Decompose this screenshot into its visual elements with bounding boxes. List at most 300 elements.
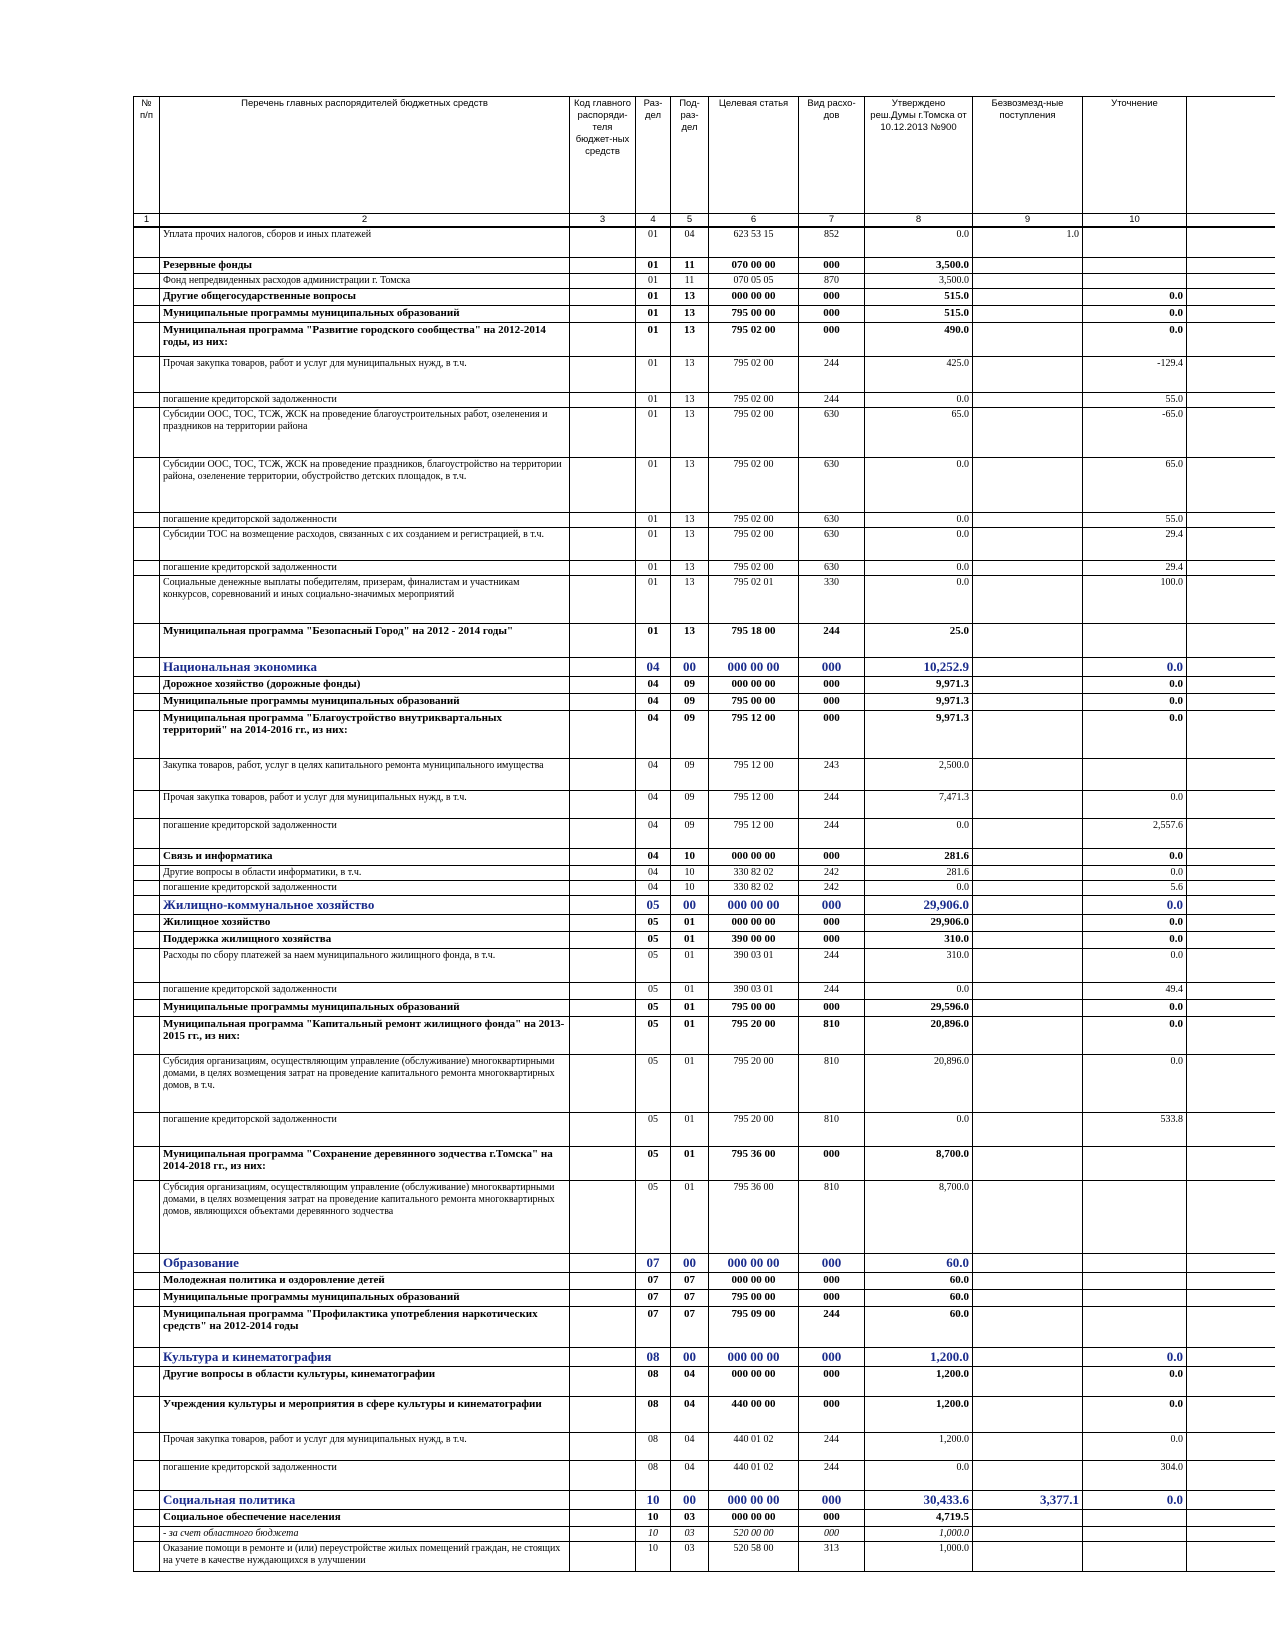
cell-name: Муниципальные программы муниципальных образований [160,693,570,710]
table-row [134,710,1275,758]
cell-utverzhdeno: 515.0 [865,288,973,305]
cell-razdel: 07 [636,1306,671,1347]
cell-name: Субсидия организациям, осуществляющим управление (обслуживание) многоквартирными домами, в целях возмещения затрат на проведение капитального ремонта многоквартирных домов, являющихся объектами деревянного зодчества [160,1180,570,1253]
cell-podrazdel: 01 [671,999,709,1016]
cell-grbs [570,392,636,407]
table-row [134,1180,1275,1253]
col-number: 7 [799,214,865,228]
cell-name: Муниципальная программа "Профилактика употребления наркотических средств" на 2012-2014 годы [160,1306,570,1347]
cell-podrazdel: 13 [671,457,709,512]
cell-extra [1187,457,1275,512]
cell-num [134,273,160,288]
cell-utochnenie: 100.0 [1083,575,1187,623]
cell-vid: 000 [799,257,865,273]
col-number: 10 [1083,214,1187,228]
cell-utverzhdeno: 0.0 [865,1460,973,1490]
cell-razdel: 08 [636,1460,671,1490]
cell-utverzhdeno: 0.0 [865,457,973,512]
cell-utochnenie: 0.0 [1083,693,1187,710]
table-row [134,288,1275,305]
cell-podrazdel: 07 [671,1272,709,1289]
table-row [134,322,1275,356]
cell-utochnenie [1083,758,1187,790]
cell-extra [1187,1272,1275,1289]
cell-razdel: 04 [636,657,671,676]
cell-vid: 000 [799,693,865,710]
table-row [134,1054,1275,1112]
cell-utochnenie [1083,1509,1187,1526]
col-number: 5 [671,214,709,228]
cell-vid: 244 [799,392,865,407]
cell-extra [1187,407,1275,457]
cell-vid: 630 [799,527,865,560]
table-row [134,1541,1275,1571]
cell-celevaya: 795 12 00 [709,758,799,790]
cell-podrazdel: 03 [671,1509,709,1526]
cell-bezvozmezd [973,1272,1083,1289]
cell-num [134,1016,160,1054]
cell-num [134,227,160,257]
cell-vid: 810 [799,1112,865,1146]
cell-podrazdel: 09 [671,693,709,710]
cell-bezvozmezd [973,790,1083,818]
cell-grbs [570,512,636,527]
cell-name: Субсидия организациям, осуществляющим управление (обслуживание) многоквартирными домами, в целях возмещения затрат на проведение капитального ремонта многоквартирных домов, в т.ч. [160,1054,570,1112]
cell-utverzhdeno: 515.0 [865,305,973,322]
cell-num [134,693,160,710]
cell-utochnenie: 0.0 [1083,288,1187,305]
cell-utverzhdeno: 0.0 [865,527,973,560]
cell-grbs [570,914,636,931]
cell-razdel: 08 [636,1432,671,1460]
cell-name: Социальная политика [160,1490,570,1509]
cell-num [134,1490,160,1509]
cell-podrazdel: 13 [671,356,709,392]
cell-bezvozmezd [973,895,1083,914]
cell-num [134,895,160,914]
cell-razdel: 01 [636,288,671,305]
cell-celevaya: 795 02 00 [709,392,799,407]
cell-num [134,999,160,1016]
cell-celevaya: 795 02 01 [709,575,799,623]
cell-utverzhdeno: 25.0 [865,623,973,657]
cell-extra [1187,1112,1275,1146]
cell-celevaya: 795 00 00 [709,693,799,710]
cell-vid: 313 [799,1541,865,1571]
cell-grbs [570,1306,636,1347]
cell-celevaya: 000 00 00 [709,895,799,914]
cell-bezvozmezd [973,257,1083,273]
cell-utochnenie: 304.0 [1083,1460,1187,1490]
cell-utochnenie [1083,1146,1187,1180]
cell-bezvozmezd [973,1306,1083,1347]
cell-utverzhdeno: 0.0 [865,982,973,999]
cell-razdel: 08 [636,1396,671,1432]
cell-grbs [570,457,636,512]
cell-razdel: 10 [636,1541,671,1571]
cell-utochnenie [1083,1180,1187,1253]
cell-bezvozmezd [973,560,1083,575]
cell-grbs [570,1366,636,1396]
cell-celevaya: 795 00 00 [709,305,799,322]
cell-celevaya: 795 09 00 [709,1306,799,1347]
cell-num [134,1432,160,1460]
cell-utochnenie: 0.0 [1083,322,1187,356]
cell-podrazdel: 01 [671,931,709,948]
cell-bezvozmezd [973,575,1083,623]
cell-extra [1187,1016,1275,1054]
cell-num [134,1146,160,1180]
cell-bezvozmezd [973,512,1083,527]
cell-name: Муниципальная программа "Благоустройство внутриквартальных территорий" на 2014-2016 гг., из них: [160,710,570,758]
cell-razdel: 05 [636,982,671,999]
cell-name: Прочая закупка товаров, работ и услуг для муниципальных нужд, в т.ч. [160,356,570,392]
cell-name: Субсидии ТОС на возмещение расходов, связанных с их созданием и регистрацией, в т.ч. [160,527,570,560]
cell-razdel: 10 [636,1509,671,1526]
cell-num [134,305,160,322]
cell-celevaya: 070 05 05 [709,273,799,288]
cell-vid: 870 [799,273,865,288]
cell-razdel: 04 [636,710,671,758]
cell-utochnenie: 55.0 [1083,512,1187,527]
cell-name: Муниципальные программы муниципальных образований [160,999,570,1016]
cell-bezvozmezd [973,1180,1083,1253]
cell-bezvozmezd [973,693,1083,710]
cell-grbs [570,931,636,948]
cell-utverzhdeno: 60.0 [865,1272,973,1289]
cell-utverzhdeno: 9,971.3 [865,676,973,693]
cell-bezvozmezd [973,623,1083,657]
cell-bezvozmezd [973,1146,1083,1180]
cell-razdel: 01 [636,356,671,392]
cell-name: Национальная экономика [160,657,570,676]
cell-bezvozmezd [973,880,1083,895]
cell-vid: 244 [799,1460,865,1490]
cell-name: Прочая закупка товаров, работ и услуг для муниципальных нужд, в т.ч. [160,790,570,818]
cell-vid: 244 [799,356,865,392]
cell-extra [1187,527,1275,560]
cell-podrazdel: 13 [671,527,709,560]
cell-bezvozmezd [973,1016,1083,1054]
table-row [134,865,1275,880]
cell-num [134,931,160,948]
col-header-name: Перечень главных распорядителей бюджетных средств [160,97,570,214]
cell-extra [1187,818,1275,848]
cell-extra [1187,676,1275,693]
cell-num [134,1509,160,1526]
cell-utverzhdeno: 0.0 [865,818,973,848]
cell-vid: 000 [799,1490,865,1509]
cell-extra [1187,273,1275,288]
cell-extra [1187,693,1275,710]
cell-celevaya: 795 20 00 [709,1016,799,1054]
cell-utochnenie [1083,1272,1187,1289]
cell-grbs [570,407,636,457]
cell-bezvozmezd [973,305,1083,322]
table-row [134,227,1275,257]
cell-celevaya: 795 02 00 [709,560,799,575]
cell-utochnenie: 65.0 [1083,457,1187,512]
cell-name: Субсидии ООС, ТОС, ТСЖ, ЖСК на проведение праздников, благоустройство на территории района, озеленение территории, обустройство детских площадок, в т.ч. [160,457,570,512]
cell-grbs [570,257,636,273]
cell-utochnenie: 0.0 [1083,790,1187,818]
cell-utochnenie [1083,1541,1187,1571]
cell-bezvozmezd [973,657,1083,676]
cell-name: Жилищное хозяйство [160,914,570,931]
cell-bezvozmezd [973,865,1083,880]
cell-utverzhdeno: 20,896.0 [865,1016,973,1054]
cell-utverzhdeno: 4,719.5 [865,1509,973,1526]
col-header-bezvozmezd: Безвозмезд-ные поступления [973,97,1083,214]
cell-utochnenie [1083,1526,1187,1541]
cell-num [134,322,160,356]
cell-grbs [570,1509,636,1526]
table-row [134,1272,1275,1289]
cell-razdel: 08 [636,1366,671,1396]
cell-vid: 852 [799,227,865,257]
cell-utochnenie [1083,1306,1187,1347]
cell-podrazdel: 11 [671,273,709,288]
cell-grbs [570,693,636,710]
table-row [134,407,1275,457]
cell-bezvozmezd [973,1347,1083,1366]
cell-vid: 244 [799,1432,865,1460]
cell-vid: 000 [799,657,865,676]
cell-podrazdel: 03 [671,1526,709,1541]
cell-podrazdel: 01 [671,1146,709,1180]
cell-utochnenie: 0.0 [1083,1396,1187,1432]
table-row [134,1146,1275,1180]
cell-num [134,623,160,657]
cell-bezvozmezd [973,1396,1083,1432]
cell-extra [1187,880,1275,895]
cell-extra [1187,710,1275,758]
cell-grbs [570,865,636,880]
cell-utverzhdeno: 29,906.0 [865,914,973,931]
cell-utverzhdeno: 281.6 [865,865,973,880]
cell-grbs [570,848,636,865]
cell-razdel: 10 [636,1490,671,1509]
cell-celevaya: 440 01 02 [709,1432,799,1460]
cell-podrazdel: 04 [671,227,709,257]
cell-bezvozmezd [973,322,1083,356]
cell-utochnenie: -65.0 [1083,407,1187,457]
cell-name: - за счет областного бюджета [160,1526,570,1541]
cell-vid: 243 [799,758,865,790]
cell-grbs [570,356,636,392]
table-row [134,305,1275,322]
cell-vid: 244 [799,1306,865,1347]
cell-num [134,512,160,527]
table-row [134,457,1275,512]
cell-razdel: 01 [636,305,671,322]
cell-bezvozmezd [973,1253,1083,1272]
cell-utverzhdeno: 60.0 [865,1306,973,1347]
cell-grbs [570,1054,636,1112]
cell-utverzhdeno: 9,971.3 [865,710,973,758]
cell-celevaya: 795 02 00 [709,322,799,356]
cell-utochnenie: 29.4 [1083,527,1187,560]
cell-podrazdel: 13 [671,575,709,623]
table-row [134,790,1275,818]
cell-grbs [570,322,636,356]
cell-extra [1187,560,1275,575]
cell-podrazdel: 13 [671,288,709,305]
cell-podrazdel: 13 [671,623,709,657]
cell-celevaya: 795 20 00 [709,1112,799,1146]
cell-utochnenie [1083,1253,1187,1272]
cell-grbs [570,710,636,758]
cell-celevaya: 795 12 00 [709,818,799,848]
cell-name: Муниципальная программа "Безопасный Город" на 2012 - 2014 годы" [160,623,570,657]
cell-utochnenie: 0.0 [1083,931,1187,948]
cell-utochnenie: 0.0 [1083,865,1187,880]
cell-num [134,407,160,457]
cell-name: Культура и кинематография [160,1347,570,1366]
cell-extra [1187,758,1275,790]
table-row [134,931,1275,948]
cell-extra [1187,392,1275,407]
cell-utochnenie: 49.4 [1083,982,1187,999]
cell-utverzhdeno: 0.0 [865,512,973,527]
cell-bezvozmezd [973,758,1083,790]
cell-razdel: 01 [636,457,671,512]
cell-utochnenie: 0.0 [1083,1432,1187,1460]
cell-utverzhdeno: 0.0 [865,392,973,407]
cell-vid: 630 [799,457,865,512]
cell-grbs [570,305,636,322]
cell-utochnenie: 0.0 [1083,948,1187,982]
cell-utverzhdeno: 310.0 [865,931,973,948]
cell-num [134,790,160,818]
cell-extra [1187,1054,1275,1112]
cell-vid: 244 [799,818,865,848]
cell-name: Другие вопросы в области информатики, в т.ч. [160,865,570,880]
cell-utochnenie [1083,1289,1187,1306]
cell-utochnenie [1083,227,1187,257]
table-row [134,1112,1275,1146]
cell-grbs [570,1526,636,1541]
table-row [134,848,1275,865]
cell-celevaya: 795 02 00 [709,527,799,560]
col-header-extra [1187,97,1275,214]
cell-utverzhdeno: 1,000.0 [865,1526,973,1541]
cell-razdel: 07 [636,1253,671,1272]
cell-vid: 000 [799,999,865,1016]
cell-razdel: 01 [636,392,671,407]
cell-name: Уплата прочих налогов, сборов и иных платежей [160,227,570,257]
cell-num [134,710,160,758]
cell-grbs [570,575,636,623]
cell-num [134,457,160,512]
table-row [134,693,1275,710]
cell-extra [1187,1396,1275,1432]
table-body [134,227,1275,1571]
cell-razdel: 01 [636,623,671,657]
cell-grbs [570,623,636,657]
cell-bezvozmezd [973,1289,1083,1306]
table-row [134,948,1275,982]
cell-vid: 242 [799,865,865,880]
cell-name: погашение кредиторской задолженности [160,512,570,527]
cell-name: Муниципальная программа "Развитие городского сообщества" на 2012-2014 годы, из них: [160,322,570,356]
col-header-utverzhdeno: Утверждено реш.Думы г.Томска от 10.12.2013 №900 [865,97,973,214]
cell-utverzhdeno: 29,906.0 [865,895,973,914]
header-row [134,97,1275,214]
cell-utochnenie: 0.0 [1083,895,1187,914]
table-row [134,1253,1275,1272]
cell-bezvozmezd [973,356,1083,392]
cell-vid: 000 [799,1396,865,1432]
cell-celevaya: 000 00 00 [709,1347,799,1366]
cell-utochnenie: 0.0 [1083,1490,1187,1509]
cell-grbs [570,288,636,305]
cell-celevaya: 795 18 00 [709,623,799,657]
cell-extra [1187,982,1275,999]
cell-bezvozmezd [973,1541,1083,1571]
cell-podrazdel: 13 [671,322,709,356]
table-row [134,657,1275,676]
cell-extra [1187,865,1275,880]
cell-podrazdel: 00 [671,895,709,914]
col-header-razdel: Раз-дел [636,97,671,214]
cell-razdel: 05 [636,895,671,914]
cell-num [134,560,160,575]
cell-name: Поддержка жилищного хозяйства [160,931,570,948]
table-row [134,1432,1275,1460]
cell-grbs [570,1432,636,1460]
cell-celevaya: 795 00 00 [709,999,799,1016]
cell-razdel: 04 [636,758,671,790]
cell-bezvozmezd [973,999,1083,1016]
col-header-utochnenie: Уточнение [1083,97,1187,214]
cell-extra [1187,1180,1275,1253]
cell-name: Прочая закупка товаров, работ и услуг для муниципальных нужд, в т.ч. [160,1432,570,1460]
cell-name: Муниципальные программы муниципальных образований [160,1289,570,1306]
col-number: 9 [973,214,1083,228]
col-header-podrazdel: Под-раз-дел [671,97,709,214]
cell-num [134,1289,160,1306]
cell-razdel: 01 [636,560,671,575]
cell-name: Субсидии ООС, ТОС, ТСЖ, ЖСК на проведение благоустроительных работ, озеленения и праздников на территории района [160,407,570,457]
cell-utochnenie: 0.0 [1083,914,1187,931]
cell-extra [1187,931,1275,948]
cell-podrazdel: 09 [671,790,709,818]
cell-utverzhdeno: 60.0 [865,1289,973,1306]
cell-vid: 000 [799,1526,865,1541]
cell-utverzhdeno: 3,500.0 [865,273,973,288]
cell-vid: 330 [799,575,865,623]
cell-podrazdel: 00 [671,1490,709,1509]
cell-utverzhdeno: 60.0 [865,1253,973,1272]
cell-grbs [570,758,636,790]
cell-extra [1187,914,1275,931]
cell-razdel: 04 [636,880,671,895]
cell-grbs [570,1253,636,1272]
cell-num [134,657,160,676]
cell-vid: 000 [799,1366,865,1396]
cell-bezvozmezd [973,710,1083,758]
cell-razdel: 05 [636,931,671,948]
cell-razdel: 05 [636,999,671,1016]
cell-celevaya: 795 02 00 [709,457,799,512]
cell-celevaya: 330 82 02 [709,880,799,895]
cell-bezvozmezd [973,1366,1083,1396]
cell-name: погашение кредиторской задолженности [160,818,570,848]
cell-bezvozmezd [973,1509,1083,1526]
table-row [134,914,1275,931]
cell-grbs [570,1112,636,1146]
